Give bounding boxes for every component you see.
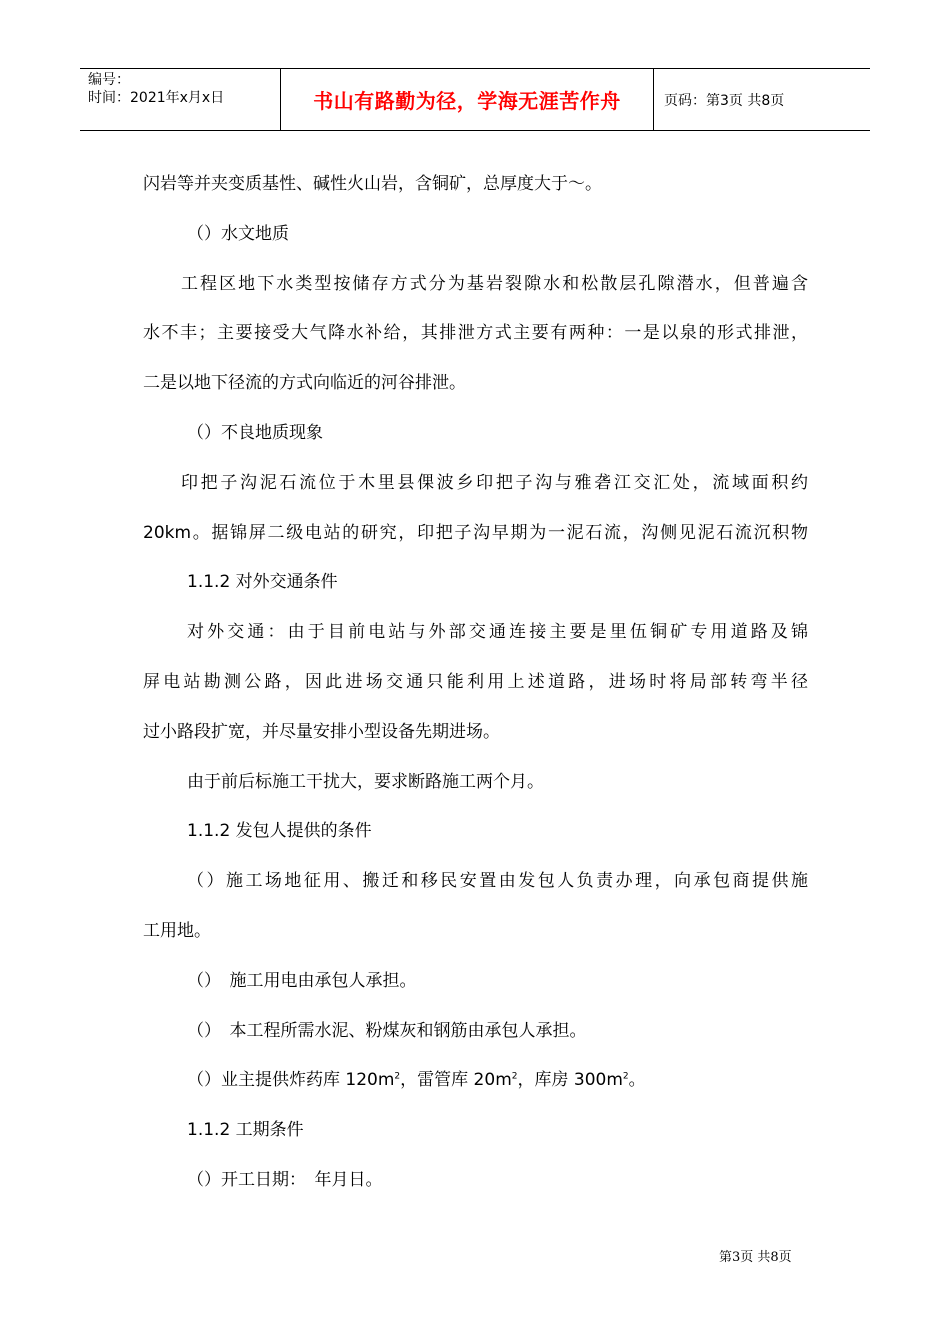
text-line: 过小路段扩宽，并尽量安排小型设备先期进场。 <box>143 721 500 742</box>
text-line: （） 施工用电由承包人承担。 <box>187 970 417 991</box>
text-line: （）开工日期： 年月日。 <box>187 1169 383 1190</box>
text-line: 工用地。 <box>143 920 211 941</box>
document-date-label: 时间：2021年x月x日 <box>88 90 225 106</box>
header-motto: 书山有路勤为径，学海无涯苦作舟 <box>281 69 654 130</box>
text-line: 由于前后标施工干扰大，要求断路施工两个月。 <box>187 771 544 792</box>
text-line: 水不丰；主要接受大气降水补给，其排泄方式主要有两种：一是以泉的形式排泄， <box>143 323 808 344</box>
text-line: （）不良地质现象 <box>187 422 323 443</box>
text-line: 工程区地下水类型按储存方式分为基岩裂隙水和松散层孔隙潜水，但普遍含 <box>181 273 808 294</box>
text-line: （）施工场地征用、搬迁和移民安置由发包人负责办理，向承包商提供施 <box>187 871 808 892</box>
text-line: 20km。据锦屏二级电站的研究，印把子沟早期为一泥石流，沟侧见泥石流沉积物 <box>143 522 808 543</box>
text-line: 1.1.2 发包人提供的条件 <box>187 821 372 842</box>
text-line: 1.1.2 对外交通条件 <box>187 572 338 593</box>
paragraph-lines <box>143 160 808 1056</box>
document-number-label: 编号： <box>88 72 130 88</box>
document-body <box>143 160 808 1206</box>
page-header <box>80 68 870 131</box>
text-line: 闪岩等并夹变质基性、碱性火山岩，含铜矿，总厚度大于～。 <box>143 174 602 194</box>
page-footer: 第3页 共8页 <box>719 1250 792 1265</box>
text-line: 屏电站勘测公路，因此进场交通只能利用上述道路，进场时将局部转弯半径 <box>143 671 808 692</box>
storage-facilities-line: （）业主提供炸药库 $120m^2$，雷管库 $20m^2$，库房 $300m^2$。 <box>187 1070 646 1091</box>
header-meta <box>80 69 281 130</box>
text-line: 1.1.2 工期条件 <box>187 1120 304 1141</box>
text-line: 印把子沟泥石流位于木里县倮波乡印把子沟与雅砻江交汇处，流域面积约 <box>181 472 808 493</box>
text-line: 对外交通：由于目前电站与外部交通连接主要是里伍铜矿专用道路及锦 <box>187 622 808 643</box>
tail-lines <box>143 1106 808 1206</box>
text-line: （）水文地质 <box>187 223 289 244</box>
text-line: （） 本工程所需水泥、粉煤灰和钢筋由承包人承担。 <box>187 1020 587 1041</box>
text-line: 二是以地下径流的方式向临近的河谷排泄。 <box>143 373 466 394</box>
header-page-info: 页码：第3页 共8页 <box>664 92 785 109</box>
